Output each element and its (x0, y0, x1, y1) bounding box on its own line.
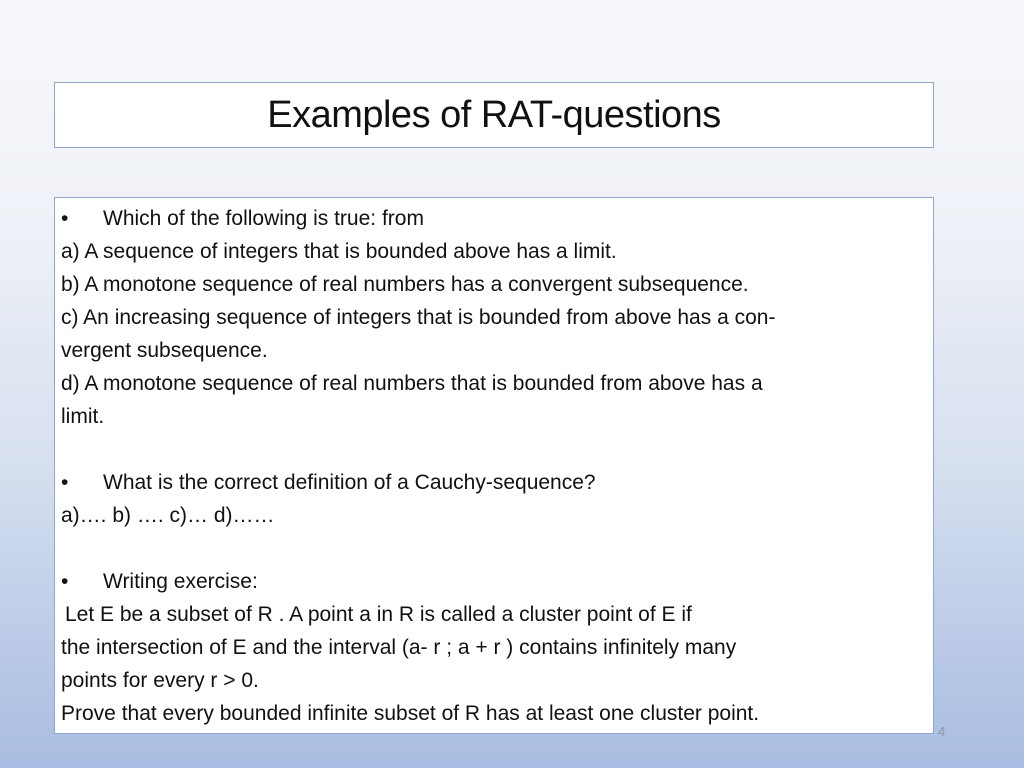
question-3-line-1: Let E be a subset of R . A point a in R is called a cluster point of E if (65, 603, 692, 626)
question-1-option-c: c) An increasing sequence of integers that is bounded from above has a con- (61, 306, 776, 329)
question-3-prompt (61, 565, 927, 598)
question-3-text: Writing exercise: (103, 570, 258, 593)
bullet-icon: • (61, 570, 69, 593)
question-3-line-4: Prove that every bounded infinite subset of R has at least one cluster point. (61, 702, 760, 725)
spacer (61, 433, 927, 466)
spacer (61, 532, 927, 565)
question-1-option-c-cont: vergent subsequence. (61, 339, 268, 362)
question-1-option-a: a) A sequence of integers that is bounded above has a limit. (61, 240, 617, 263)
question-1-text: Which of the following is true: from (103, 207, 424, 230)
question-1-option-d: d) A monotone sequence of real numbers that is bounded from above has a (61, 372, 763, 395)
slide-title: Examples of RAT-questions (267, 93, 721, 136)
question-1-option-d-cont: limit. (61, 405, 105, 428)
question-3-line-3: points for every r > 0. (61, 669, 259, 692)
title-box (54, 82, 934, 148)
question-1-option-b: b) A monotone sequence of real numbers has a convergent subsequence. (61, 273, 749, 296)
question-2-options: a)…. b) …. c)… d)…… (61, 504, 275, 527)
question-1-prompt (61, 202, 927, 235)
question-2-prompt (61, 466, 927, 499)
question-3-line-2: the intersection of E and the interval (a- r ; a + r ) contains infinitely many (61, 636, 737, 659)
question-2-text: What is the correct definition of a Cauchy-sequence? (103, 471, 596, 494)
bullet-icon: • (61, 207, 69, 230)
content-box (54, 197, 934, 734)
page-number: 4 (938, 724, 946, 739)
bullet-icon: • (61, 471, 69, 494)
